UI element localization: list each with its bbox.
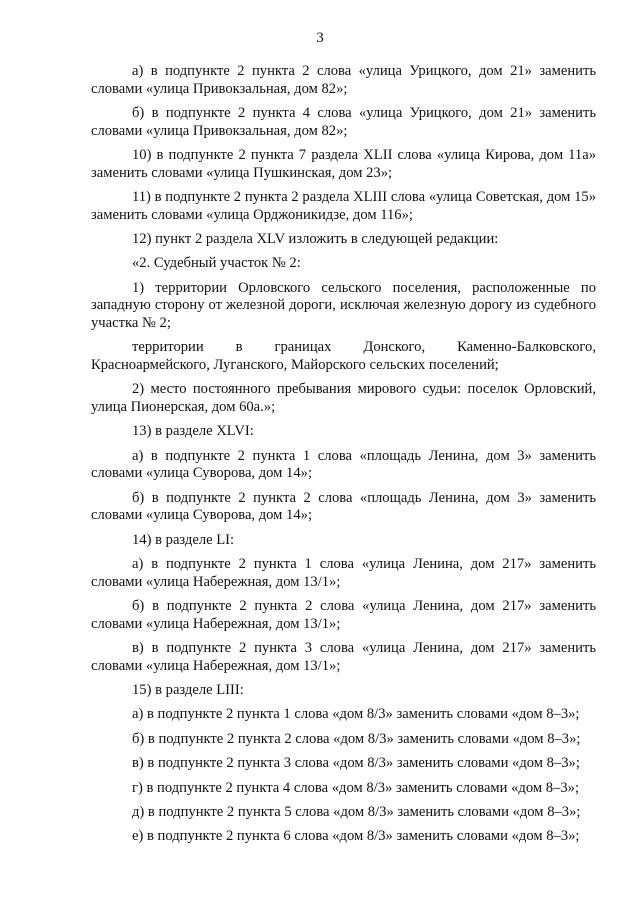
paragraph: «2. Судебный участок № 2:: [132, 255, 301, 272]
paragraph: б) в подпункте 2 пункта 4 слова «улица Урицкого, дом 21» заменить словами «улица Привокзальная, дом 82»;: [91, 104, 596, 139]
paragraph: в) в подпункте 2 пункта 3 слова «улица Ленина, дом 217» заменить словами «улица Набережная, дом 13/1»;: [91, 639, 596, 674]
paragraph: б) в подпункте 2 пункта 2 слова «площадь Ленина, дом 3» заменить словами «улица Суворова, дом 14»;: [91, 489, 596, 524]
paragraph: б) в подпункте 2 пункта 2 слова «дом 8/3» заменить словами «дом 8–3»;: [132, 730, 581, 747]
paragraph: д) в подпункте 2 пункта 5 слова «дом 8/3» заменить словами «дом 8–3»;: [132, 803, 581, 820]
paragraph: 11) в подпункте 2 пункта 2 раздела XLIII слова «улица Советская, дом 15» заменить словами «улица Орджоникидзе, дом 116»;: [91, 188, 596, 223]
paragraph: 12) пункт 2 раздела XLV изложить в следующей редакции:: [132, 230, 499, 247]
paragraph: г) в подпункте 2 пункта 4 слова «дом 8/3» заменить словами «дом 8–3»;: [132, 779, 579, 796]
paragraph: 13) в разделе XLVI:: [132, 423, 254, 440]
paragraph: 1) территории Орловского сельского поселения, расположенные по западную сторону от железной дороги, исключая железную дорогу из судебного участка № 2;: [91, 279, 596, 331]
paragraph: е) в подпункте 2 пункта 6 слова «дом 8/3» заменить словами «дом 8–3»;: [132, 828, 580, 845]
paragraph: 14) в разделе LI:: [132, 531, 235, 548]
paragraph: а) в подпункте 2 пункта 1 слова «площадь Ленина, дом 3» заменить словами «улица Суворова, дом 14»;: [91, 447, 596, 482]
paragraph: а) в подпункте 2 пункта 2 слова «улица Урицкого, дом 21» заменить словами «улица Привокзальная, дом 82»;: [91, 63, 596, 97]
paragraph: 15) в разделе LIII:: [132, 681, 244, 698]
paragraph: территории в границах Донского, Каменно-Балковского, Красноармейского, Луганского, Майорского сельских поселений;: [91, 339, 596, 373]
page-number: 3: [316, 30, 324, 46]
document-body: [91, 63, 596, 853]
paragraph: б) в подпункте 2 пункта 2 слова «улица Ленина, дом 217» заменить словами «улица Набережная, дом 13/1»;: [91, 598, 596, 632]
paragraph: в) в подпункте 2 пункта 3 слова «дом 8/3» заменить словами «дом 8–3»;: [132, 755, 580, 772]
paragraph: а) в подпункте 2 пункта 1 слова «улица Ленина, дом 217» заменить словами «улица Набережная, дом 13/1»;: [91, 556, 596, 590]
paragraph: а) в подпункте 2 пункта 1 слова «дом 8/3» заменить словами «дом 8–3»;: [132, 706, 580, 723]
paragraph: 10) в подпункте 2 пункта 7 раздела XLII слова «улица Кирова, дом 11а» заменить словами «улица Пушкинская, дом 23»;: [91, 146, 596, 181]
paragraph: 2) место постоянного пребывания мирового судьи: поселок Орловский, улица Пионерская, дом 60а.»;: [91, 381, 596, 415]
